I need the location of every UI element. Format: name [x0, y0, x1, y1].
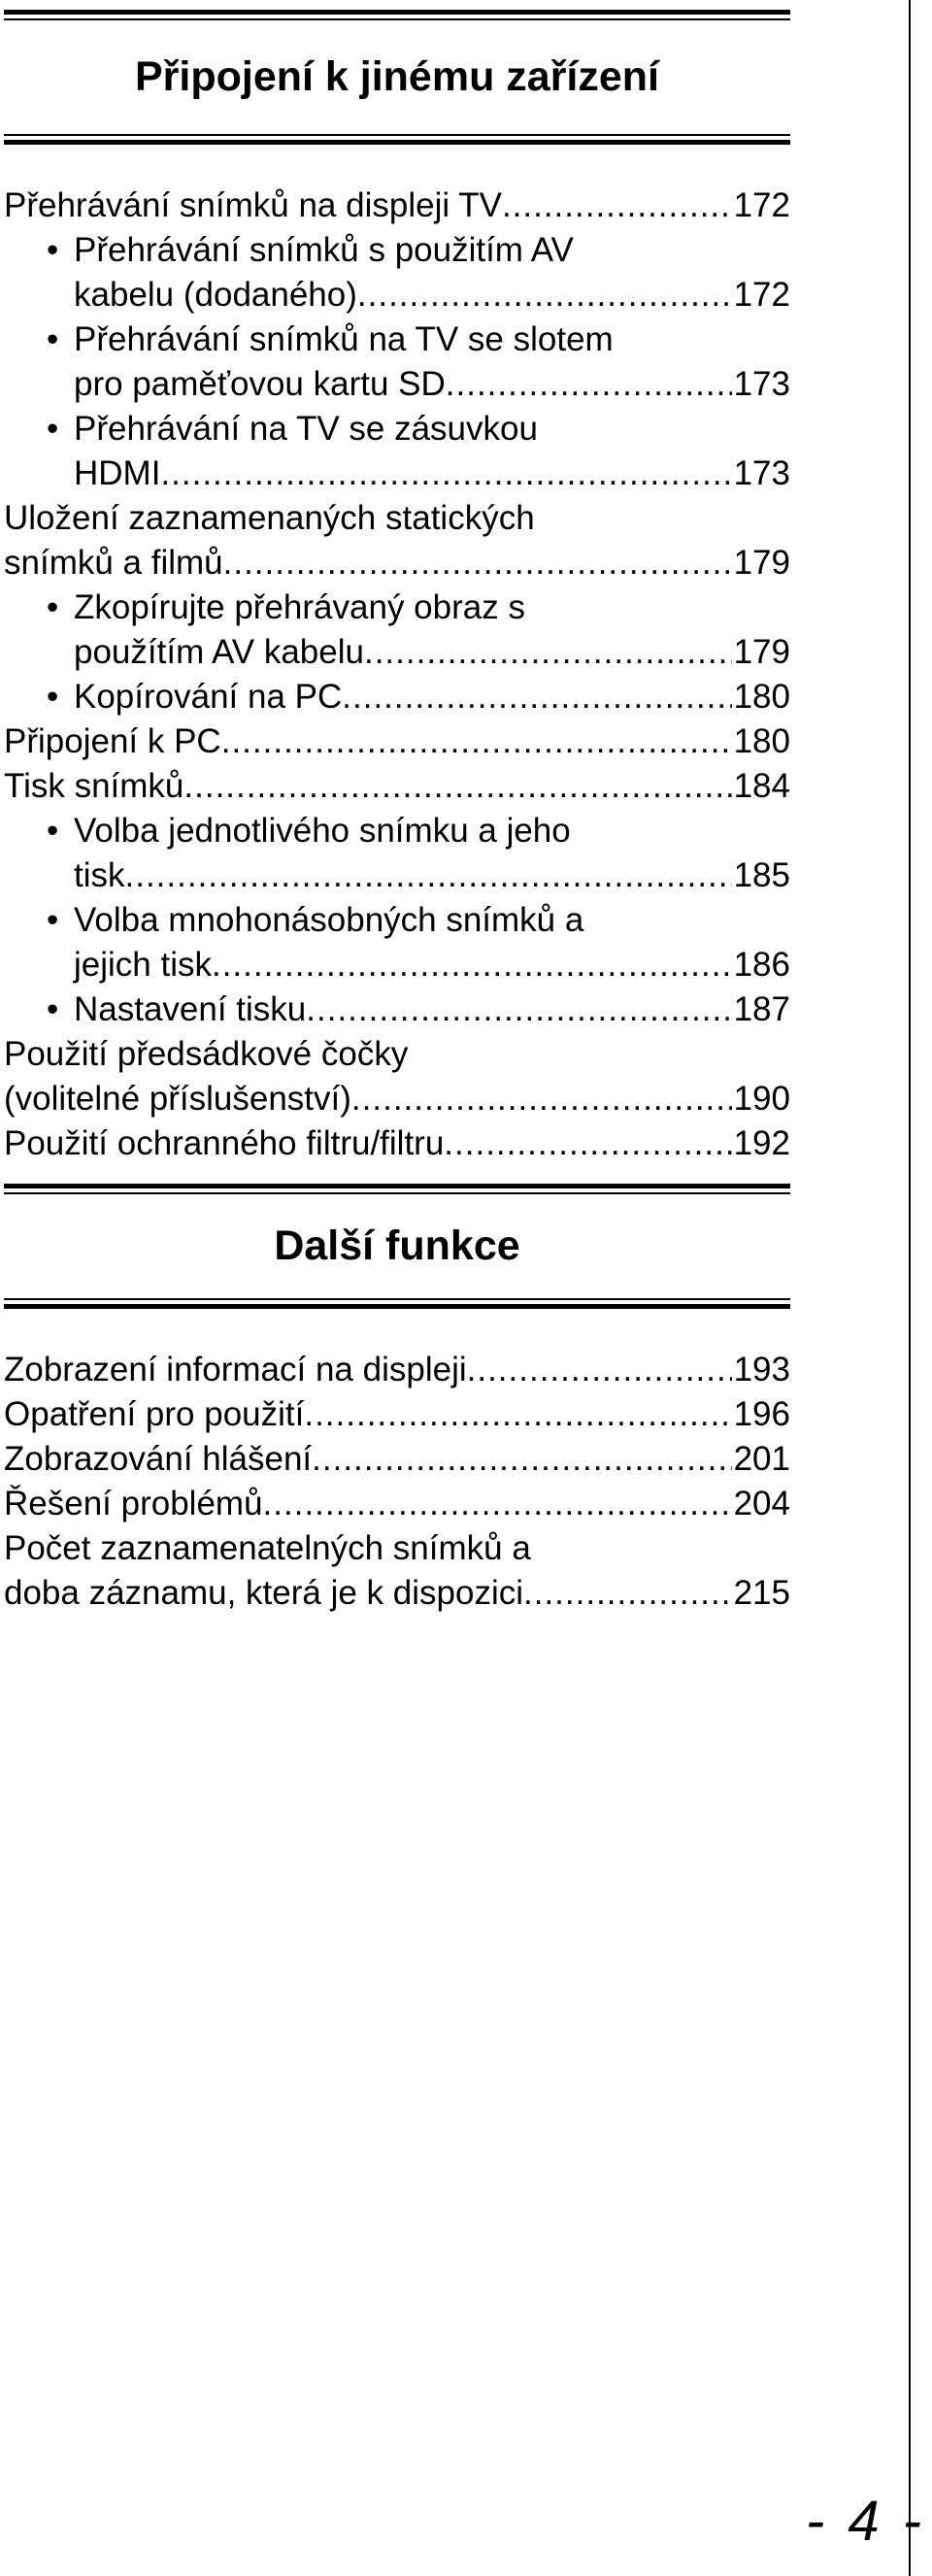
bullet-icon: •	[47, 990, 59, 1028]
toc-subentry	[4, 585, 790, 675]
toc-entry-text: Kopírování na PC	[74, 678, 343, 716]
toc-entry-text: doba záznamu, která je k dispozici	[4, 1574, 523, 1612]
toc-entry-line	[74, 452, 790, 496]
toc-entry-line	[4, 1121, 790, 1166]
toc-entry-text: Připojení k PC	[4, 722, 221, 760]
bullet-icon: •	[47, 588, 59, 626]
toc-entry-line	[74, 853, 790, 898]
dot-leader	[221, 719, 732, 764]
toc-page-number: 201	[733, 1440, 790, 1478]
dot-leader	[306, 987, 731, 1032]
bullet-icon: •	[47, 320, 59, 358]
dot-leader	[304, 1392, 731, 1437]
toc-entry-text: použítím AV kabelu	[74, 633, 364, 671]
dot-leader	[444, 1121, 731, 1166]
toc-page-number: 173	[733, 365, 790, 403]
toc-entry-line	[4, 1437, 790, 1482]
bullet-icon: •	[47, 410, 59, 448]
toc-page-number: 173	[733, 454, 790, 492]
toc-entry-line	[74, 630, 790, 675]
toc-page-number: 204	[733, 1485, 790, 1522]
toc-entry-line	[74, 943, 790, 987]
dot-leader	[312, 1437, 731, 1482]
dot-leader	[342, 675, 731, 719]
section-rule-bottom	[4, 134, 790, 145]
toc-entry-text: Přehrávání na TV se zásuvkou	[74, 410, 538, 448]
dot-leader	[467, 1348, 732, 1392]
table-of-contents	[4, 0, 790, 1616]
toc-page-number: 215	[733, 1574, 790, 1612]
toc-subentry	[4, 809, 790, 898]
toc-entry-text: (volitelné příslušenství)	[4, 1080, 351, 1118]
toc-entry-text: Přehrávání snímků s použitím AV	[74, 231, 574, 269]
toc-page-number: 186	[733, 946, 790, 984]
toc-entry-line	[4, 541, 790, 585]
section-rule-bottom	[4, 1298, 790, 1309]
toc-entry	[4, 719, 790, 764]
toc-entry-text: snímků a filmů	[4, 544, 223, 582]
toc-subentry	[4, 987, 790, 1032]
toc-entry	[4, 184, 790, 228]
toc-entry	[4, 1121, 790, 1166]
toc-entry-line	[74, 273, 790, 318]
toc-entry-text: Zkopírujte přehrávaný obraz s	[74, 588, 525, 626]
toc-entry-line	[74, 675, 790, 719]
dot-leader	[446, 362, 732, 407]
toc-entry-text: Nastavení tisku	[74, 990, 307, 1028]
toc-entry-text: Zobrazení informací na displeji	[4, 1351, 467, 1388]
toc-entry-line	[4, 1571, 790, 1616]
toc-entry-text: Volba mnohonásobných snímků a	[74, 901, 584, 939]
toc-page-number: 193	[733, 1351, 790, 1388]
toc-page-number: 196	[733, 1395, 790, 1433]
toc-entry-line	[74, 987, 790, 1032]
toc-subentry	[4, 675, 790, 719]
bullet-icon: •	[47, 231, 59, 269]
toc-entry-text: Uložení zaznamenaných statických	[4, 499, 535, 537]
toc-entry-text: Zobrazování hlášení	[4, 1440, 313, 1478]
toc-entry	[4, 1032, 790, 1121]
toc-page-number: 179	[733, 633, 790, 671]
toc-page-number: 184	[733, 767, 790, 805]
toc-entry-text: Použití předsádkové čočky	[4, 1035, 409, 1073]
toc-entry-text: Řešení problémů	[4, 1485, 263, 1522]
bullet-icon: •	[47, 678, 59, 716]
toc-subentry	[4, 318, 790, 407]
page-number: - 4 -	[806, 2490, 926, 2553]
toc-entry-line	[4, 719, 790, 764]
toc-entry	[4, 1348, 790, 1392]
toc-page-number: 187	[733, 990, 790, 1028]
toc-entry-text: Opatření pro použití	[4, 1395, 305, 1433]
dot-leader	[364, 630, 732, 675]
toc-entry-line	[4, 1482, 790, 1526]
toc-page-number: 192	[733, 1124, 790, 1162]
toc-entry	[4, 1526, 790, 1616]
toc-entry-line	[4, 1077, 790, 1121]
toc-section	[4, 10, 790, 1166]
toc-page-number: 172	[733, 276, 790, 314]
dot-leader	[263, 1482, 732, 1526]
toc-entries	[4, 184, 790, 1166]
section-title: Další funkce	[274, 1222, 520, 1269]
bullet-icon: •	[47, 812, 59, 850]
toc-entry-text: Volba jednotlivého snímku a jeho	[74, 812, 571, 850]
toc-entry	[4, 1482, 790, 1526]
toc-subentry	[4, 228, 790, 318]
toc-subentry	[4, 898, 790, 987]
toc-page-number: 180	[733, 678, 790, 716]
toc-entry-text: kabelu (dodaného)	[74, 276, 357, 314]
toc-entry-line	[4, 764, 790, 809]
toc-subentry	[4, 407, 790, 496]
toc-entry	[4, 1437, 790, 1482]
toc-entry-text: Počet zaznamenatelných snímků a	[4, 1529, 531, 1567]
toc-entry-line	[4, 184, 790, 228]
toc-entry-text: pro paměťovou kartu SD	[74, 365, 446, 403]
toc-entry-text: Přehrávání snímků na displeji TV	[4, 186, 502, 224]
dot-leader	[125, 853, 732, 898]
dot-leader	[523, 1571, 732, 1616]
section-rule-top	[4, 10, 790, 20]
toc-entry-text: Použití ochranného filtru/filtru	[4, 1124, 445, 1162]
toc-page-number: 179	[733, 544, 790, 582]
dot-leader	[183, 764, 731, 809]
toc-entry-line	[4, 1392, 790, 1437]
dot-leader	[223, 541, 732, 585]
toc-section	[4, 1184, 790, 1616]
toc-entry-line	[4, 1348, 790, 1392]
toc-page-number: 185	[733, 856, 790, 894]
bullet-icon: •	[47, 901, 59, 939]
toc-page-number: 172	[733, 186, 790, 224]
toc-page-number: 180	[733, 722, 790, 760]
toc-entry-text: Tisk snímků	[4, 767, 184, 805]
dot-leader	[351, 1077, 732, 1121]
toc-entries	[4, 1348, 790, 1616]
toc-entry	[4, 764, 790, 809]
dot-leader	[357, 273, 732, 318]
dot-leader	[502, 184, 732, 228]
toc-entry-text: Přehrávání snímků na TV se slotem	[74, 320, 614, 358]
section-title: Připojení k jinému zařízení	[134, 53, 660, 100]
dot-leader	[160, 452, 731, 496]
dot-leader	[212, 943, 732, 987]
toc-entry	[4, 496, 790, 585]
section-rule-top	[4, 1184, 790, 1194]
toc-entry	[4, 1392, 790, 1437]
toc-entry-text: tisk	[74, 856, 125, 894]
page-border	[909, 0, 911, 2576]
toc-entry-text: jejich tisk	[74, 946, 212, 984]
toc-page-number: 190	[733, 1080, 790, 1118]
toc-entry-text: HDMI	[74, 454, 161, 492]
toc-entry-line	[74, 362, 790, 407]
